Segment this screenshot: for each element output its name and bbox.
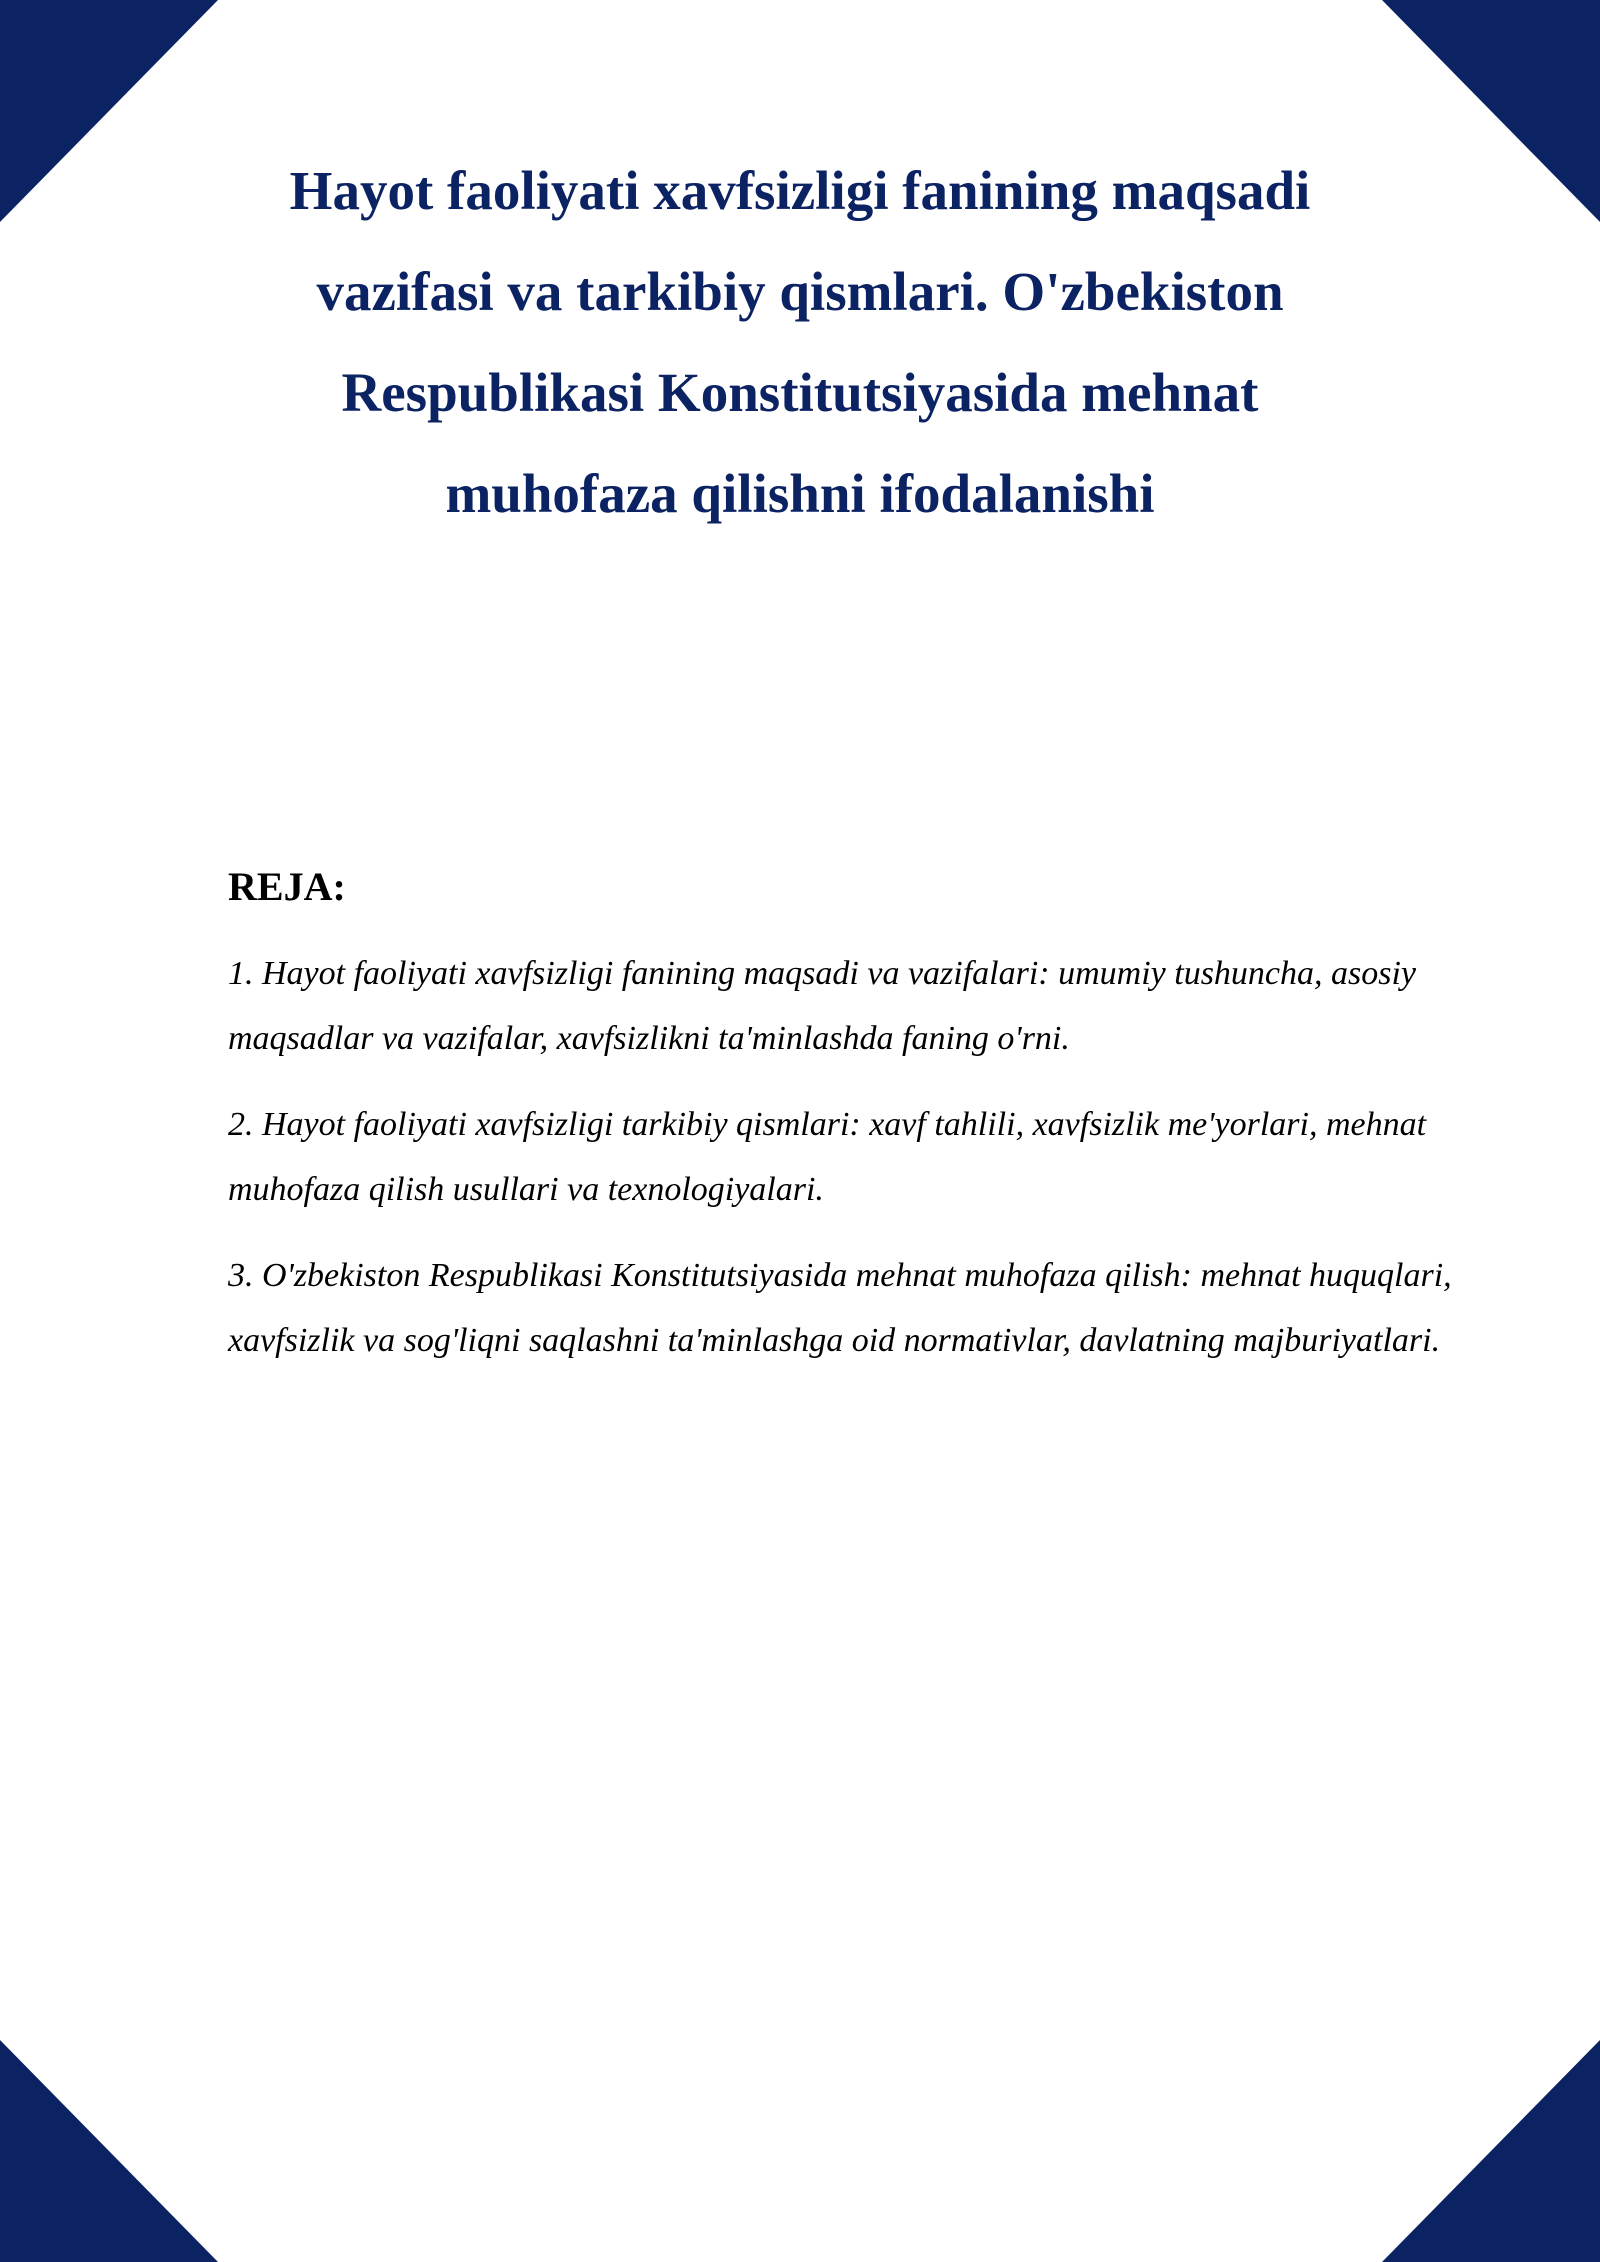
plan-item: 3. O'zbekiston Respublikasi Konstitutsiyasida mehnat muhofaza qilish: mehnat huquqlari, xavfsizlik va sog'liqni saqlashni ta'minlashga oid normativlar, davlatning majburiyatlari.: [228, 1257, 1452, 1359]
plan-item: 1. Hayot faoliyati xavfsizligi fanining maqsadi va vazifalari: umumiy tushuncha, asosiy maqsadlar va vazifalar, xavfsizlikni ta'minlashda faning o'rni.: [228, 955, 1417, 1057]
corner-decoration-bottom-right: [1382, 2040, 1600, 2262]
corner-decoration-top-right: [1382, 0, 1600, 222]
corner-decoration-bottom-left: [0, 2040, 218, 2262]
plan-item: 2. Hayot faoliyati xavfsizligi tarkibiy qismlari: xavf tahlili, xavfsizlik me'yorlari, mehnat muhofaza qilish usullari va texnologiyalari.: [228, 1106, 1427, 1208]
document-title: Hayot faoliyati xavfsizligi fanining maqsadi vazifasi va tarkibiy qismlari. O'zbekiston Respublikasi Konstitutsiyasida mehnat muhofaza qilishni ifodalanishi: [289, 160, 1311, 524]
plan-heading: REJA:: [228, 864, 346, 909]
plan-section: [228, 855, 1458, 1394]
corner-decoration-top-left: [0, 0, 218, 222]
